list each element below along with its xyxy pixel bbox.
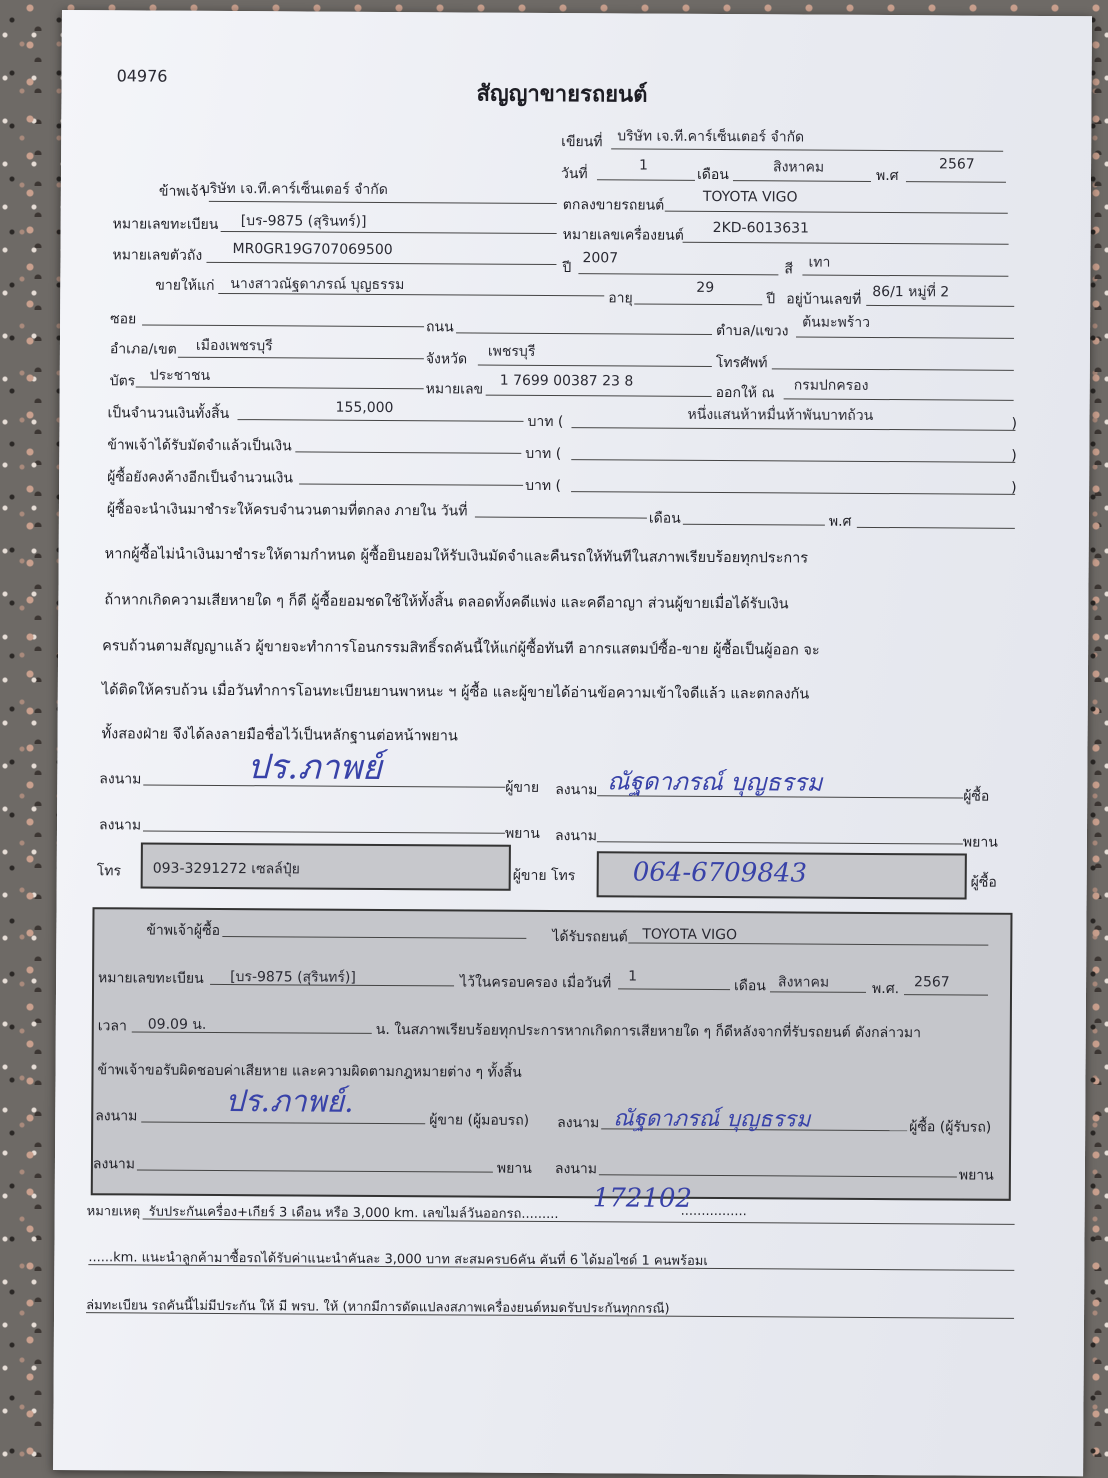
house-label: อยู่บ้านเลขที่ [786,291,862,308]
color-line [802,275,1008,277]
note-mileage: 172102 [592,1183,693,1214]
terms-line-1: หากผู้ซื้อไม่นำเงินมาชำระให้ตามกำหนด ผู้ซื้อยินยอมให้รับเงินมัดจำและคืนรถให้ทันทีในสภาพเรียบร้อยทุกประการ [104,546,809,567]
receipt-seller-signature: ปร.ภาพย์. [225,1084,354,1120]
road-label: ถนน [426,319,454,336]
subdistrict-label: ตำบล/แขวง [716,323,789,340]
card-type: ประชาชน [149,367,211,384]
date-label: วันที่ [560,166,588,183]
remain-words-line [571,491,1015,495]
road-line [456,332,712,335]
receipt-received-label: ได้รับรถยนต์ [552,929,628,946]
district-value: เมืองเพชรบุรี [195,337,273,355]
document-number: 04976 [116,66,168,86]
receipt-year-line [904,994,988,996]
receipt-witness1-role: พยาน [496,1160,532,1177]
receipt-buyer-signature: ณัฐดาภรณ์ บุญธรรม [613,1106,811,1133]
seller-label: ข้าพเจ้า [158,183,207,200]
color-value: เทา [808,254,831,271]
total-line [237,419,523,422]
age-value: 29 [696,279,715,296]
card-no-label: หมายเลข [425,381,484,398]
note-label: หมายเหตุ [86,1204,141,1220]
note-line-2: ......km. แนะนำลูกค้ามาซื้อรถได้รับค่าแนะนำคันละ 3,000 บาท สะสมครบ6คัน คันที่ 6 ได้มอไซด์ 1 คนพร้อมเ [88,1250,708,1269]
deposit-line [295,451,521,453]
terms-line-2: ถ้าหากเกิดความเสียหายใด ๆ ก็ดี ผู้ซื้อยอมชดใช้ให้ทั้งสิ้น ตลอดทั้งคดีแพ่ง และคดีอาญา ส่วนผู้ขายเมื่อได้รับเงิน [104,592,789,613]
total-words: หนึ่งแสนห้าหมื่นห้าพันบาทถ้วน [687,406,874,424]
deposit-words-line [571,459,1015,463]
receipt-car: TOYOTA VIGO [642,926,738,944]
written-at-value: บริษัท เจ.ที.คาร์เซ็นเตอร์ จำกัด [617,128,805,146]
total-label: เป็นจำนวนเงินทั้งสิ้น [107,405,230,423]
receipt-time-label: เวลา [97,1018,127,1035]
due-year-label: พ.ศ [828,513,852,530]
terms-line-5: ทั้งสองฝ่าย จึงได้ลงลายมือชื่อไว้เป็นหลักฐานต่อหน้าพยาน [101,726,458,745]
receipt-witness2-label: ลงนาม [554,1161,598,1178]
total-baht-label: บาท ( [527,413,564,431]
card-type-line [136,386,424,389]
receipt-buyer-role: ผู้ซื้อ (ผู้รับรถ) [909,1119,992,1136]
house-line [866,305,1014,307]
deposit-baht-label: บาท ( [525,445,562,463]
year-label: พ.ศ [875,167,899,185]
remain-baht-label: บาท ( [525,477,562,495]
receipt-day: 1 [628,968,638,985]
receipt-month: สิงหาคม [778,974,830,991]
contract-paper [53,10,1092,1476]
receipt-responsibility: ข้าพเจ้าขอรับผิดชอบค่าเสียหาย และความผิดตามกฎหมายต่าง ๆ ทั้งสิ้น [97,1062,522,1081]
soi-label: ซอย [110,311,137,328]
buyer-phone-label: ผู้ขาย โทร [512,867,576,885]
age-label: อายุ [608,290,633,307]
age-unit: ปี [766,291,776,308]
page-title: สัญญาขายรถยนต์ [476,81,648,108]
chassis-line [206,262,556,265]
receipt-buyer-sign-label: ลงนาม [557,1115,600,1132]
engine-label: หมายเลขเครื่องยนต์ [562,227,684,244]
engine-line [683,242,1009,245]
witness1-sign-label: ลงนาม [98,817,142,834]
vehicle-year-line [578,273,778,275]
receipt-witness2-line [599,1174,957,1177]
buyer-phone-role: ผู้ซื้อ [970,874,997,891]
witness2-role-label: พยาน [962,834,998,851]
buyer-role-label: ผู้ซื้อ [963,788,990,805]
age-line [634,304,762,306]
seller-signature: ปร.ภาพย์ [247,747,382,788]
receipt-plate: [บร-9875 (สุรินทร์)] [230,969,356,986]
month-value: สิงหาคม [773,159,825,176]
date-line [597,179,695,181]
month-line [733,180,871,182]
house-value: 86/1 หมู่ที่ 2 [872,283,950,301]
remain-close: ) [1011,479,1017,496]
receipt-witness1-line [137,1169,493,1172]
buyer-phone-box [597,851,967,899]
seller-name: บริษัท เจ.ที.คาร์เซ็นเตอร์ จำกัด [200,180,388,198]
buyer-sign-label: ลงนาม [555,782,598,799]
note-line-1-end: ................ [680,1203,747,1220]
witness2-sign-label: ลงนาม [554,828,598,845]
receipt-time: 09.09 น. [147,1016,207,1033]
witness2-sign-line [597,841,963,844]
color-label: สี [784,261,794,278]
buyer-signature: ณัฐดาภรณ์ บุญธรรม [607,767,823,797]
receipt-car-line [628,942,988,945]
issued-by: กรมปกครอง [793,377,869,394]
date-day: 1 [639,157,649,174]
due-month-label: เดือน [648,510,681,527]
month-label: เดือน [696,166,729,184]
due-label: ผู้ซื้อจะนำเงินมาชำระให้ครบจำนวนตามที่ตกลง ภายใน วันที่ [106,501,468,520]
sale-car: TOYOTA VIGO [702,188,798,206]
receipt-buyer-line [222,936,526,939]
seller-phone-box [141,842,511,890]
phone-label: โทรศัพท์ [715,355,768,372]
receipt-section [91,907,1013,1201]
province-line [478,365,712,367]
card-no-line [486,395,712,397]
receipt-seller-role: ผู้ขาย (ผู้มอบรถ) [429,1112,530,1129]
subdistrict-value: ต้นมะพร้าว [802,314,871,331]
deposit-close: ) [1011,447,1017,464]
seller-role-label: ผู้ขาย [505,779,540,796]
seller-phone-label: โทร [96,863,122,880]
witness1-sign-line [143,831,505,834]
receipt-plate-label: หมายเลขทะเบียน [98,970,204,987]
receipt-year-label: พ.ศ. [871,980,900,998]
total-value: 155,000 [335,399,394,417]
province-value: เพชรบุรี [487,343,536,360]
plate-label: หมายเลขทะเบียน [112,216,219,233]
phone-line [772,368,1014,370]
due-day-line [475,517,647,519]
written-at-line [611,148,1003,151]
card-label: บัตร [109,373,136,390]
soi-line [142,324,424,327]
receipt-witness2-role: พยาน [958,1167,994,1184]
note-line-1: รับประกันเครื่อง+เกียร์ 3 เดือน หรือ 3,000 km. เลขไมล์วันออกรถ......... [148,1204,559,1223]
seller-line [209,201,557,204]
terms-line-3: ครบถ้วนตามสัญญาแล้ว ผู้ขายจะทำการโอนกรรมสิทธิ์รถคันนี้ให้แก่ผู้ซื้อทันที อากรแสตมป์ซื้อ-ขาย ผู้ซื้อเป็นผู้ออก จะ [102,638,820,659]
total-close: ) [1011,415,1018,432]
note-line-3: ล่มทะเบียน รถคันนี้ไม่มีประกัน ให้ มี พรบ. ให้ (หากมีการดัดแปลงสภาพเครื่องยนต์หมดรับประกันทุกกรณี) [86,1298,670,1317]
receipt-year: 2567 [914,974,950,991]
sale-label: ตกลงขายรถยนต์ [562,197,665,214]
remain-label: ผู้ซื้อยังคงค้างอีกเป็นจำนวนเงิน [107,469,294,487]
vehicle-year-value: 2007 [582,250,619,267]
receipt-witness1-label: ลงนาม [92,1156,136,1173]
chassis-label: หมายเลขตัวถัง [112,247,203,264]
total-words-line [571,427,1015,431]
card-no: 1 7699 00387 23 8 [499,372,634,390]
plate-value: [บร-9875 (สุรินทร์)] [240,213,367,230]
vehicle-year-label: ปี [562,260,572,277]
engine-value: 2KD-6013631 [712,219,810,237]
sale-line [665,211,1008,214]
chassis-value: MR0GR19G707069500 [232,241,393,259]
seller-phone: 093-3291272 เซลล์ปุ๋ย [152,860,300,878]
seller-sign-label: ลงนาม [99,771,142,788]
deposit-label: ข้าพเจ้าได้รับมัดจำแล้วเป็นเงิน [107,437,292,455]
receipt-possess-label: ไว้ในครอบครอง เมื่อวันที่ [460,974,612,992]
written-at-label: เขียนที่ [561,134,603,151]
due-month-line [683,524,825,526]
receipt-day-line [618,988,730,990]
issued-label: ออกให้ ณ [715,385,775,402]
due-year-line [857,527,1015,529]
receipt-time-text: น. ในสภาพเรียบร้อยทุกประการหากเกิดการเสียหายใด ๆ ก็ดีหลังจากที่รับรถยนต์ ดังกล่าวมา [375,1021,922,1042]
issued-line [784,398,1014,400]
district-line [178,357,424,360]
receipt-buyer-label: ข้าพเจ้าผู้ซื้อ [146,922,221,939]
witness1-role-label: พยาน [504,825,540,842]
remain-line [299,483,523,485]
year-line [906,181,1006,183]
buyer-phone: 064-6709843 [632,857,808,889]
subdistrict-line [796,336,1014,338]
receipt-seller-sign-label: ลงนาม [95,1108,138,1125]
terms-line-4: ได้ติดให้ครบถ้วน เมื่อวันทำการโอนทะเบียนยานพาหนะ ฯ ผู้ซื้อ และผู้ขายได้อ่านข้อความเข้าใจดีแล้ว และตกลงกัน [101,682,810,703]
province-label: จังหวัด [425,351,468,368]
district-label: อำเภอ/เขต [109,341,177,358]
buyer-name: นางสาวณัฐดาภรณ์ บุญธรรม [230,276,405,294]
year-value: 2567 [939,156,975,173]
receipt-month-label: เดือน [734,978,766,995]
sell-to-label: ขายให้แก่ [155,277,215,294]
